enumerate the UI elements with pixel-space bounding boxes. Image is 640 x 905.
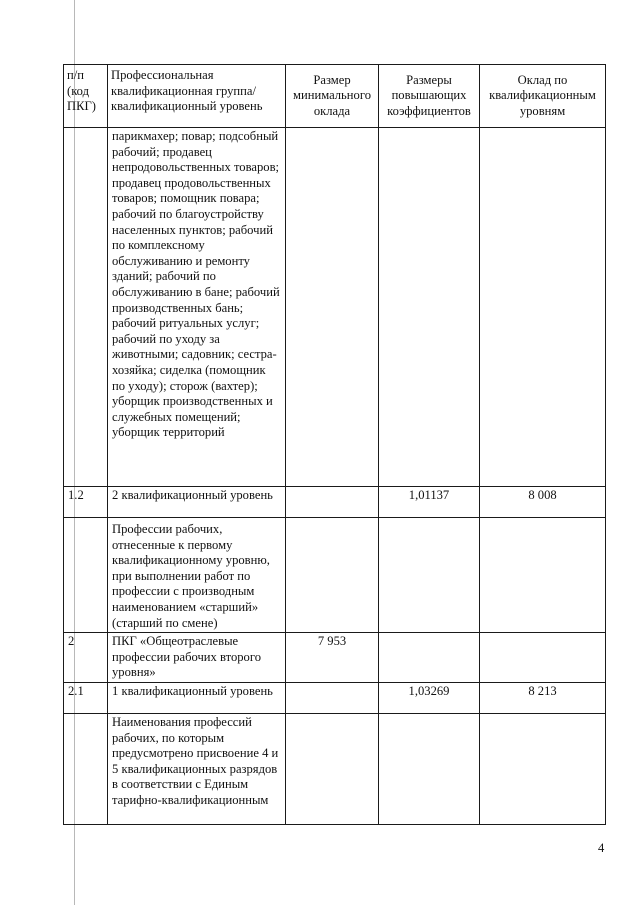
row-coefficient bbox=[379, 518, 480, 633]
header-min-salary: Размер минимального оклада bbox=[286, 65, 379, 128]
row-code: 2 bbox=[64, 633, 108, 683]
row-group: Наименования профессий рабочих, по которым предусмотрено присвоение 4 и 5 квалификационных разрядов в соответствии с Единым тарифно-квалификационным bbox=[108, 713, 286, 824]
header-group: Профессиональная квалификационная группа/квалификационный уровень bbox=[108, 65, 286, 128]
salary-table bbox=[63, 64, 606, 825]
row-min-salary bbox=[286, 487, 379, 518]
row-min-salary: 7 953 bbox=[286, 633, 379, 683]
header-coefficients: Размеры повышающих коэффициентов bbox=[379, 65, 480, 128]
row-group: 1 квалификационный уровень bbox=[108, 682, 286, 713]
row-code: 1.2 bbox=[64, 487, 108, 518]
row-group: 2 квалификационный уровень bbox=[108, 487, 286, 518]
page-number: 4 bbox=[598, 841, 605, 855]
row-coefficient bbox=[379, 128, 480, 487]
row-salary bbox=[480, 633, 606, 683]
row-salary: 8 008 bbox=[480, 487, 606, 518]
row-min-salary bbox=[286, 713, 379, 824]
row-group: Профессии рабочих, отнесенные к первому квалификационному уровню, при выполнении работ по профессии с производным наименованием «старший» (старший по смене) bbox=[108, 518, 286, 633]
table-row bbox=[64, 518, 606, 633]
row-salary bbox=[480, 128, 606, 487]
table-row bbox=[64, 633, 606, 683]
row-salary bbox=[480, 518, 606, 633]
row-group: парикмахер; повар; подсобный рабочий; продавец непродовольственных товаров; продавец продовольственных товаров; помощник повара; рабочий по благоустройству населенных пунктов; рабочий по комплексному обслуживанию и ремонту зданий; рабочий по обслуживанию в бане; рабочий производственных бань; рабочий ритуальных услуг; рабочий по уходу за животными; садовник; сестра-хозяйка; сиделка (помощник по уходу); сторож (вахтер); уборщик производственных и служебных помещений; уборщик территорий bbox=[108, 128, 286, 487]
row-coefficient: 1,03269 bbox=[379, 682, 480, 713]
header-salary-levels: Оклад по квалификационным уровням bbox=[480, 65, 606, 128]
row-code bbox=[64, 518, 108, 633]
header-code: п/п (код ПКГ) bbox=[64, 65, 108, 128]
table-row bbox=[64, 713, 606, 824]
row-min-salary bbox=[286, 128, 379, 487]
row-min-salary bbox=[286, 518, 379, 633]
row-salary bbox=[480, 713, 606, 824]
table-row bbox=[64, 682, 606, 713]
row-coefficient: 1,01137 bbox=[379, 487, 480, 518]
row-min-salary bbox=[286, 682, 379, 713]
row-coefficient bbox=[379, 713, 480, 824]
table-header-row bbox=[64, 65, 606, 128]
row-salary: 8 213 bbox=[480, 682, 606, 713]
row-group: ПКГ «Общеотраслевые профессии рабочих второго уровня» bbox=[108, 633, 286, 683]
table-row bbox=[64, 487, 606, 518]
table-row bbox=[64, 128, 606, 487]
row-code: 2.1 bbox=[64, 682, 108, 713]
row-code bbox=[64, 713, 108, 824]
row-coefficient bbox=[379, 633, 480, 683]
row-code bbox=[64, 128, 108, 487]
